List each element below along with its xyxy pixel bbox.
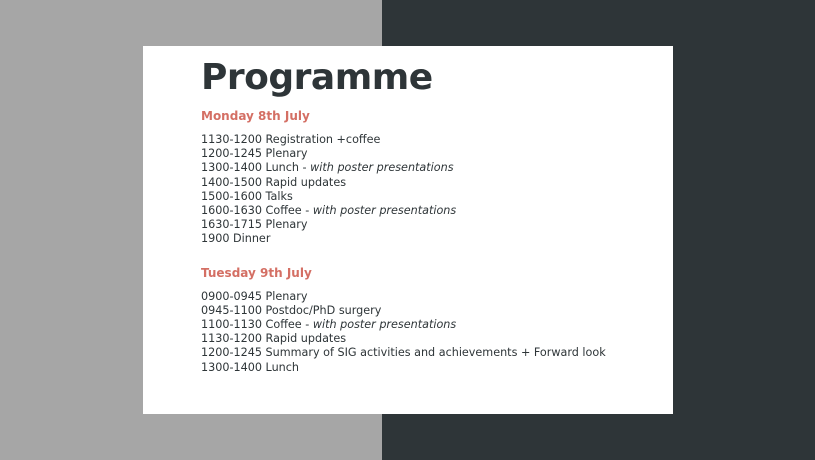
schedule-item: 1630-1715 Plenary bbox=[201, 218, 308, 232]
schedule-item: 1400-1500 Rapid updates bbox=[201, 175, 347, 189]
schedule-item: 1100-1130 Coffee - with poster presentations bbox=[201, 318, 457, 332]
schedule-list-monday bbox=[201, 133, 653, 247]
page-title: Programme bbox=[201, 57, 433, 98]
schedule-list-tuesday bbox=[201, 290, 653, 375]
schedule-item: 1500-1600 Talks bbox=[201, 189, 293, 203]
schedule-item: 1130-1200 Registration +coffee bbox=[201, 133, 381, 146]
schedule-item: 1200-1245 Plenary bbox=[201, 147, 308, 161]
programme-content bbox=[201, 56, 653, 375]
schedule-item: 0945-1100 Postdoc/PhD surgery bbox=[201, 303, 382, 317]
schedule-item: 0900-0945 Plenary bbox=[201, 289, 308, 303]
schedule-item: 1600-1630 Coffee - with poster presentations bbox=[201, 204, 457, 218]
schedule-item: 1200-1245 Summary of SIG activities and achievements + Forward look bbox=[201, 346, 606, 360]
programme-card bbox=[143, 46, 673, 414]
schedule-item: 1900 Dinner bbox=[201, 232, 271, 246]
schedule-item: 1130-1200 Rapid updates bbox=[201, 332, 347, 346]
day-heading-monday: Monday 8th July bbox=[201, 109, 310, 123]
schedule-item: 1300-1400 Lunch bbox=[201, 360, 299, 374]
schedule-item: 1300-1400 Lunch - with poster presentations bbox=[201, 161, 454, 175]
day-heading-tuesday: Tuesday 9th July bbox=[201, 265, 312, 280]
